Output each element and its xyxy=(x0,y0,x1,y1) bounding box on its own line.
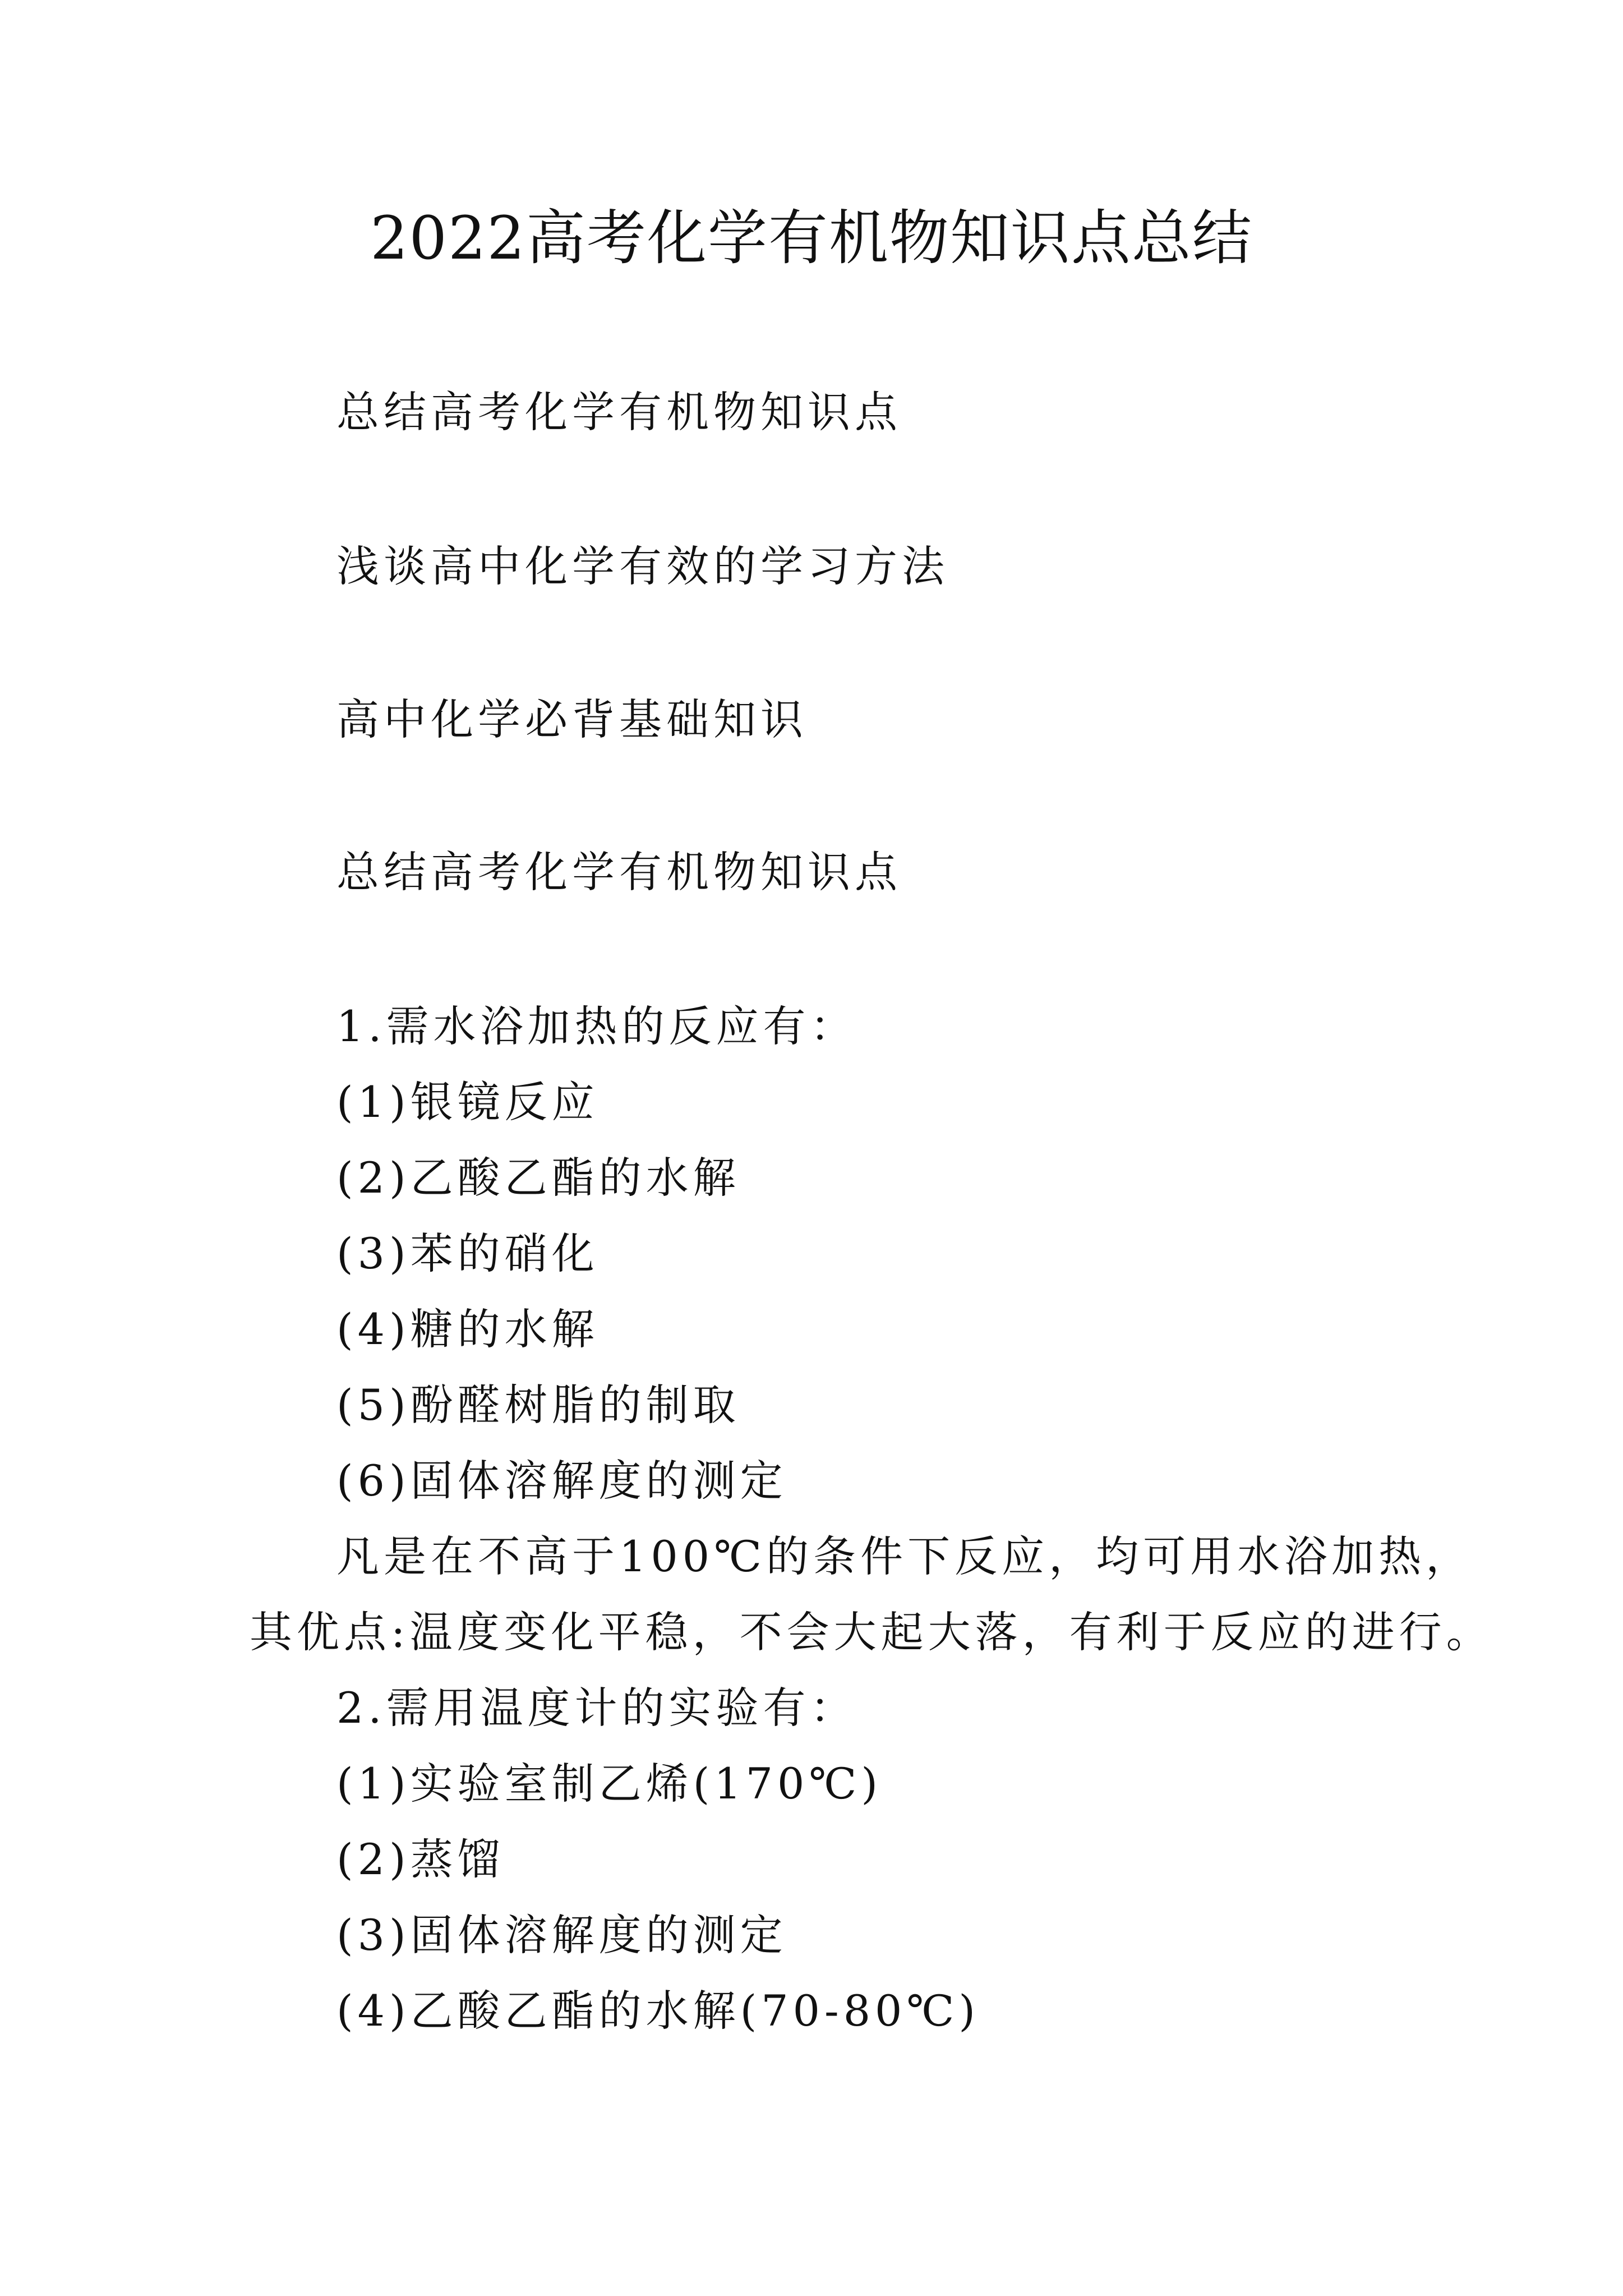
point2-heading: 2.需用温度计的实验有： xyxy=(336,1683,857,1733)
point1-note: 凡是在不高于100℃的条件下反应，均可用水浴加热， xyxy=(336,1531,1473,1581)
point1-item: (4)糖的水解 xyxy=(336,1304,599,1354)
point1-item: (2)乙酸乙酯的水解 xyxy=(336,1153,740,1203)
point1-note-continued: 其优点:温度变化平稳，不会大起大落，有利于反应的进行。 xyxy=(250,1607,1493,1657)
point2-item: (4)乙酸乙酯的水解(70-80℃) xyxy=(336,1986,980,2036)
point1-item: (6)固体溶解度的测定 xyxy=(336,1456,787,1506)
point1-item: (1)银镜反应 xyxy=(336,1077,599,1127)
related-link-1[interactable]: 总结高考化学有机物知识点 xyxy=(336,387,902,437)
related-link-3[interactable]: 高中化学必背基础知识 xyxy=(336,694,808,744)
section-heading: 总结高考化学有机物知识点 xyxy=(336,847,902,897)
point1-item: (5)酚醛树脂的制取 xyxy=(336,1380,740,1430)
point1-item: (3)苯的硝化 xyxy=(336,1228,599,1278)
document-title: 2022高考化学有机物知识点总结 xyxy=(370,204,1253,273)
related-link-2[interactable]: 浅谈高中化学有效的学习方法 xyxy=(336,541,949,591)
point2-item: (2)蒸馏 xyxy=(336,1834,505,1884)
point2-item: (1)实验室制乙烯(170℃) xyxy=(336,1759,883,1809)
point2-item: (3)固体溶解度的测定 xyxy=(336,1910,787,1960)
point1-heading: 1.需水浴加热的反应有： xyxy=(336,1001,857,1051)
